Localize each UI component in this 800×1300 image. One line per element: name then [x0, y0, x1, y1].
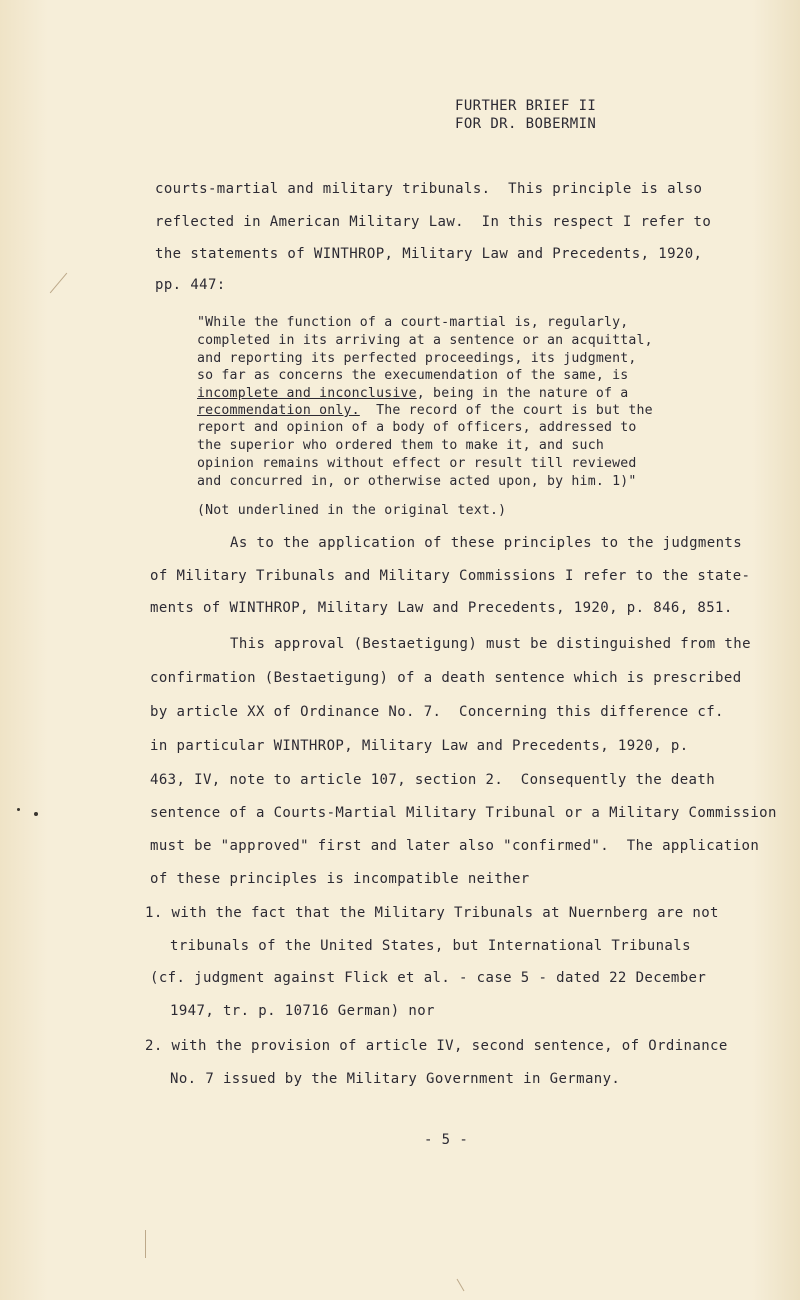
quote-line: and reporting its perfected proceedings, its judgment,: [197, 351, 637, 366]
list-item: tribunals of the United States, but International Tribunals: [170, 938, 691, 954]
body-line: the statements of WINTHROP, Military Law and Precedents, 1920,: [155, 246, 703, 262]
ink-spot: [34, 812, 38, 816]
quote-line: so far as concerns the execumendation of the same, is: [197, 368, 629, 383]
quote-line: completed in its arriving at a sentence or an acquittal,: [197, 333, 653, 348]
header-title: FURTHER BRIEF II: [455, 98, 597, 114]
pencil-mark: [457, 1279, 465, 1292]
body-line: must be "approved" first and later also "confirmed". The application: [150, 838, 760, 854]
quote-note: (Not underlined in the original text.): [197, 503, 507, 518]
body-line: confirmation (Bestaetigung) of a death sentence which is prescribed: [150, 670, 742, 686]
quote-underlined: recommendation only.: [197, 403, 360, 418]
quote-line: opinion remains without effect or result till reviewed: [197, 456, 637, 471]
body-line: in particular WINTHROP, Military Law and Precedents, 1920, p.: [150, 738, 689, 754]
body-line: reflected in American Military Law. In this respect I refer to: [155, 214, 712, 230]
page-number: - 5 -: [424, 1132, 469, 1148]
quote-plain: The record of the court is but the: [359, 403, 653, 418]
body-line: of Military Tribunals and Military Commissions I refer to the state-: [150, 568, 751, 584]
list-item: 1947, tr. p. 10716 German) nor: [170, 1003, 435, 1019]
quote-line: the superior who ordered them to make it, and such: [197, 438, 604, 453]
quote-plain: , being in the nature of a: [416, 386, 629, 401]
list-item: 1. with the fact that the Military Tribunals at Nuernberg are not: [145, 905, 719, 921]
quote-line: and concurred in, or otherwise acted upon, by him. 1)": [197, 474, 637, 489]
list-item: (cf. judgment against Flick et al. - case 5 - dated 22 December: [150, 970, 707, 986]
body-line: ments of WINTHROP, Military Law and Precedents, 1920, p. 846, 851.: [150, 600, 733, 616]
pencil-mark: [50, 273, 67, 294]
quote-line: [197, 386, 628, 401]
body-line: sentence of a Courts-Martial Military Tribunal or a Military Commission: [150, 805, 777, 821]
body-line: by article XX of Ordinance No. 7. Concerning this difference cf.: [150, 704, 724, 720]
list-item: 2. with the provision of article IV, second sentence, of Ordinance: [145, 1038, 728, 1054]
quote-underlined: incomplete and inconclusive: [197, 386, 417, 401]
ink-spot: [17, 808, 20, 811]
body-line: 463, IV, note to article 107, section 2. Consequently the death: [150, 772, 716, 788]
body-line: This approval (Bestaetigung) must be distinguished from the: [230, 636, 751, 652]
list-item: No. 7 issued by the Military Government in Germany.: [170, 1071, 621, 1087]
quote-line: report and opinion of a body of officers, addressed to: [197, 420, 637, 435]
quote-line: "While the function of a court-martial is, regularly,: [197, 315, 629, 330]
body-line: As to the application of these principles to the judgments: [230, 535, 743, 551]
pencil-mark: [145, 1230, 146, 1258]
body-line: courts-martial and military tribunals. This principle is also: [155, 181, 703, 197]
body-line: of these principles is incompatible neither: [150, 871, 530, 887]
body-line: pp. 447:: [155, 277, 226, 293]
quote-line: [197, 403, 653, 418]
header-subtitle: FOR DR. BOBERMIN: [455, 116, 597, 132]
